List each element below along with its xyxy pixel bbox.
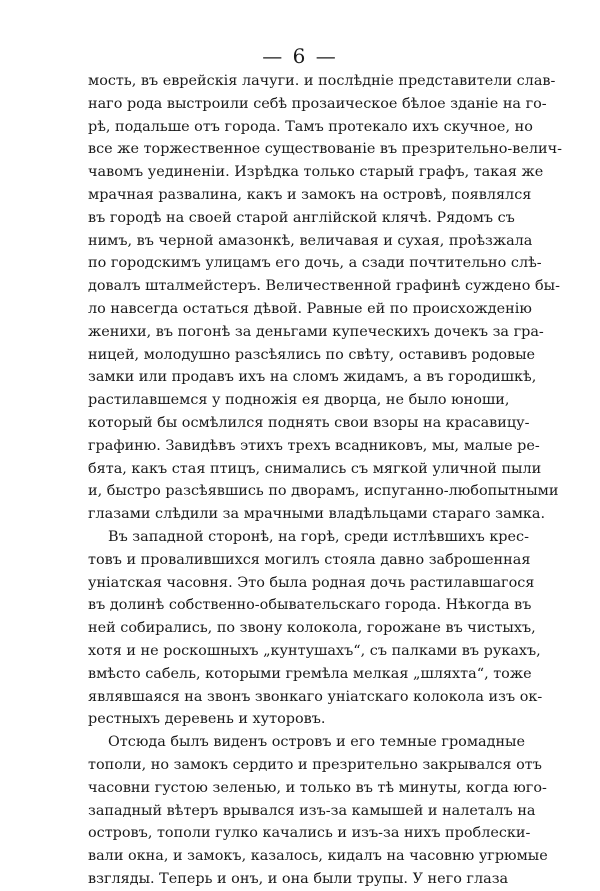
text-line: вмѣсто сабель, которыми гремѣла мелкая „шляхта“, тоже <box>88 665 532 682</box>
text-line: все же торжественное существованіе въ презрительно-велич- <box>88 141 563 158</box>
text-line: глазами слѣдили за мрачными владѣльцами стараго замка. <box>88 506 546 523</box>
text-line: часовни густою зеленью, и только въ тѣ минуты, когда юго- <box>88 779 547 796</box>
text-line: рестныхъ деревень и хуторовъ. <box>88 711 326 728</box>
text-line: вали окна, и замокъ, казалось, кидалъ на часовню угрюмые <box>88 848 548 865</box>
text-line: графиню. Завидѣвъ этихъ трехъ всадниковъ, мы, малые ре- <box>88 437 540 454</box>
text-line: бята, какъ стая птицъ, снимались съ мягкой уличной пыли <box>88 460 542 477</box>
paragraph <box>88 731 548 891</box>
text-line: ней собирались, по звону колокола, горожане въ чистыхъ, <box>88 620 536 637</box>
text-line: чавомъ уединеніи. Изрѣдка только старый графъ, такая же <box>88 164 544 181</box>
text-line: товъ и провалившихся могилъ стояла давно заброшенная <box>88 551 531 568</box>
text-line: хотя и не роскошныхъ „кунтушахъ“, съ палками въ рукахъ, <box>88 642 541 659</box>
text-line: наго рода выстроили себѣ прозаическое бѣлое зданіе на го- <box>88 95 547 112</box>
text-line: по городскимъ улицамъ его дочь, а сзади почтительно слѣ- <box>88 255 542 272</box>
text-line: женихи, въ погонѣ за деньгами купеческихъ дочекъ за гра- <box>88 323 544 340</box>
text-line: мость, въ еврейскія лачуги. и послѣдніе представители слав- <box>88 73 556 89</box>
text-line: и, быстро разсѣявшись по дворамъ, испуганно-любопытными <box>88 483 559 500</box>
text-line: который бы осмѣлился поднять свои взоры на красавицу- <box>88 414 530 431</box>
text-line: западный вѣтеръ врывался изъ-за камышей и налеталъ на <box>88 802 536 819</box>
text-line: въ долинѣ собственно-обывательскаго города. Нѣкогда въ <box>88 597 532 614</box>
text-line: ло навсегда остаться дѣвой. Равные ей по происхожденію <box>88 300 532 317</box>
text-line: рѣ, подальше отъ города. Тамъ протекало ихъ скучное, но <box>88 118 533 135</box>
paragraph <box>88 526 543 731</box>
text-line: замки или продавъ ихъ на сломъ жидамъ, а въ городишкѣ, <box>88 369 537 386</box>
text-line: уніатская часовня. Это была родная дочь растилавшагося <box>88 574 535 591</box>
text-line: взгляды. Теперь и онъ, и она были трупы. У него глаза <box>88 870 509 887</box>
body-text <box>88 70 563 891</box>
page-number: — 6 — <box>262 44 338 68</box>
text-line: ницей, молодушно разсѣялись по свѣту, оставивъ родовые <box>88 346 536 363</box>
text-line: тополи, но замокъ сердито и презрительно закрывался отъ <box>88 756 542 773</box>
text-line: довалъ шталмейстеръ. Величественной графинѣ суждено бы- <box>88 278 560 295</box>
text-line: являвшаяся на звонъ звонкаго уніатскаго колокола изъ ок- <box>88 688 543 705</box>
text-line: островъ, тополи гулко качались и изъ-за нихъ проблески- <box>88 825 531 842</box>
text-line: растилавшемся у подножія ея дворца, не было юноши, <box>88 392 510 409</box>
paragraph <box>88 70 563 526</box>
text-line: нимъ, въ черной амазонкѣ, величавая и сухая, проѣзжала <box>88 232 533 249</box>
text-line: Въ западной сторонѣ, на горѣ, среди истлѣвшихъ крес- <box>108 528 529 545</box>
text-line: въ городѣ на своей старой англійской клячѣ. Рядомъ съ <box>88 209 515 226</box>
text-line: Отсюда былъ виденъ островъ и его темные громадные <box>108 734 526 751</box>
text-line: мрачная развалина, какъ и замокъ на островѣ, появлялся <box>88 186 532 203</box>
